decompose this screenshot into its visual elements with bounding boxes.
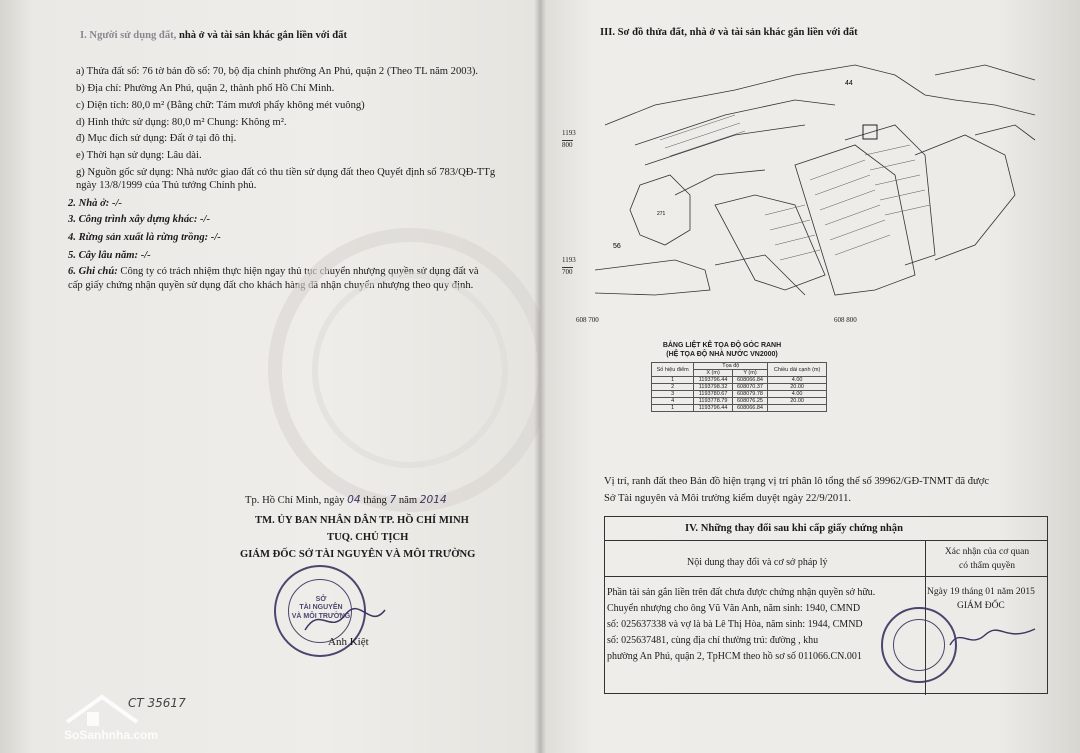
svg-text:44: 44 (845, 80, 853, 87)
changes-col-2b: có thẩm quyền (959, 561, 1015, 571)
coord-1193-800-b: 800 (562, 141, 573, 149)
coord-1193-800-a: 1193 (562, 129, 576, 137)
item-nha-o: 2. Nhà ở: -/- (68, 198, 122, 209)
changes-col-2a: Xác nhận của cơ quan (944, 547, 1030, 557)
coord-608-left: 608 700 (576, 316, 599, 324)
svg-text:271: 271 (657, 211, 666, 217)
th-y: Y (m) (732, 370, 767, 377)
coord-table-title-2: (HỆ TỌA ĐỘ NHÀ NƯỚC VN2000) (666, 351, 778, 358)
table-row: 1 1193796.44 608066.84 4.00 (652, 377, 827, 384)
confirm-date: Ngày 19 tháng 01 năm 2015 (927, 587, 1035, 597)
signature (300, 600, 390, 640)
section-line-dd: đ) Mục đích sử dụng: Đất ở tại đô thị. (76, 133, 237, 144)
coord-table-title-1: BẢNG LIỆT KÊ TỌA ĐỘ GÓC RANH (662, 342, 782, 349)
note-label: 6. Ghi chú: (68, 266, 118, 277)
signer-name: Anh Kiệt (328, 636, 369, 648)
coord-1193-700-a: 1193 (562, 256, 576, 264)
item-cong-trinh: 3. Công trình xây dựng khác: -/- (68, 214, 211, 225)
map-section-title: III. Sơ đồ thửa đất, nhà ở và tài sản khác gắn liền với đất (600, 27, 858, 38)
sign-date: Tp. Hồ Chí Minh, ngày 04 tháng 7 năm 2014 (245, 494, 447, 506)
official-stamp: SỞ TÀI NGUYÊN VÀ MÔI TRƯỜNG (274, 565, 366, 657)
site-watermark: SoSanhnha.com (52, 692, 192, 744)
item-cay: 5. Cây lâu năm: -/- (68, 250, 151, 261)
signer-line-1: TM. ỦY BAN NHÂN DÂN TP. HỒ CHÍ MINH (255, 515, 469, 526)
th-x: X (m) (694, 370, 732, 377)
emblem-watermark (250, 210, 540, 530)
item-rung: 4. Rừng sản xuất là rừng trồng: -/- (68, 232, 221, 243)
date-year: 2014 (419, 494, 447, 506)
signer-line-3: GIÁM ĐỐC SỞ TÀI NGUYÊN VÀ MÔI TRƯỜNG (240, 549, 476, 560)
page-fold (534, 0, 546, 753)
changes-line-2: Chuyển nhượng cho ông Vũ Văn Anh, năm sinh: 1940, CMND (607, 603, 861, 614)
section-line-b: b) Địa chỉ: Phường An Phú, quận 2, thành phố Hồ Chí Minh. (76, 83, 335, 94)
changes-line-3: số: 025637338 và vợ là bà Lê Thị Hòa, năm sinh: 1944, CMND (607, 619, 863, 630)
table-row: 3 1193780.67 608079.78 4.00 (652, 391, 827, 398)
signer-line-2: TUQ. CHỦ TỊCH (327, 532, 409, 543)
section-line-a: a) Thửa đất số: 76 tờ bản đồ số: 70, bộ địa chính phường An Phú, quận 2 (Theo TL năm 2003). (76, 66, 479, 77)
table-row: 1 1193796.44 608066.84 (652, 405, 827, 412)
changes-line-4: số: 025637481, cùng địa chỉ thường trú: đường , khu (607, 635, 819, 646)
note-text-1: Công ty có trách nhiệm thực hiện ngay thủ tục chuyển nhượng quyền sử dụng đất và (117, 266, 479, 277)
th-point: Số hiệu điểm (652, 363, 694, 377)
section-line-d: d) Hình thức sử dụng: 80,0 m² Chung: Không m². (76, 117, 287, 128)
note-line-2: cấp giấy chứng nhận quyền sử dụng đất cho khách hàng đã nhận chuyển nhượng theo quy định. (68, 280, 474, 291)
section-line-e: e) Thời hạn sử dụng: Lâu dài. (76, 150, 202, 161)
changes-title: IV. Những thay đổi sau khi cấp giấy chứng nhận (685, 523, 903, 534)
changes-box (604, 516, 1048, 694)
svg-text:56: 56 (613, 243, 621, 250)
section-line-c: c) Diện tích: 80,0 m² (Bằng chữ: Tám mươi phẩy không mét vuông) (76, 100, 365, 111)
confirm-title: GIÁM ĐỐC (957, 601, 1005, 611)
changes-line-5: phường An Phú, quận 2, TpHCM theo hồ sơ số 011066.CN.001 (607, 651, 862, 662)
coord-608-right: 608 800 (834, 316, 857, 324)
th-length: Chiều dài cạnh (m) (768, 363, 827, 377)
position-line-2: Sở Tài nguyên và Môi trường kiểm duyệt ngày 22/9/2011. (604, 493, 852, 504)
changes-col-1: Nội dung thay đổi và cơ sở pháp lý (687, 557, 828, 568)
house-icon (62, 692, 142, 730)
table-row: 2 1193798.32 608070.37 20.00 (652, 384, 827, 391)
confirm-stamp (881, 607, 957, 683)
coord-1193-700-b: 700 (562, 268, 573, 276)
section-line-g2: ngày 13/8/1999 của Thủ tướng Chính phủ. (76, 180, 257, 191)
th-coord-group: Tọa độ (694, 363, 768, 370)
confirm-signature (945, 617, 1040, 657)
date-month: 7 (389, 494, 397, 506)
coordinates-table (651, 362, 827, 412)
position-line-1: Vị trí, ranh đất theo Bản đồ hiện trạng vị trí phân lô tổng thể số 39962/GĐ-TNMT đã được (604, 476, 990, 487)
table-row: 4 1193778.79 608076.25 20.00 (652, 398, 827, 405)
left-header-partial: I. Người sử dụng đất, nhà ở và tài sản khác gắn liền với đất (80, 30, 347, 41)
date-day: 04 (347, 494, 361, 506)
cert-number: CT 35617 (128, 696, 186, 710)
cadastral-map (595, 45, 1050, 305)
changes-line-1: Phần tài sản gắn liền trên đất chưa được chứng nhận quyền sở hữu. (607, 587, 876, 598)
section-line-g: g) Nguồn gốc sử dụng: Nhà nước giao đất có thu tiền sử dụng đất theo Quyết định số 783/QĐ-TTg (76, 167, 496, 178)
